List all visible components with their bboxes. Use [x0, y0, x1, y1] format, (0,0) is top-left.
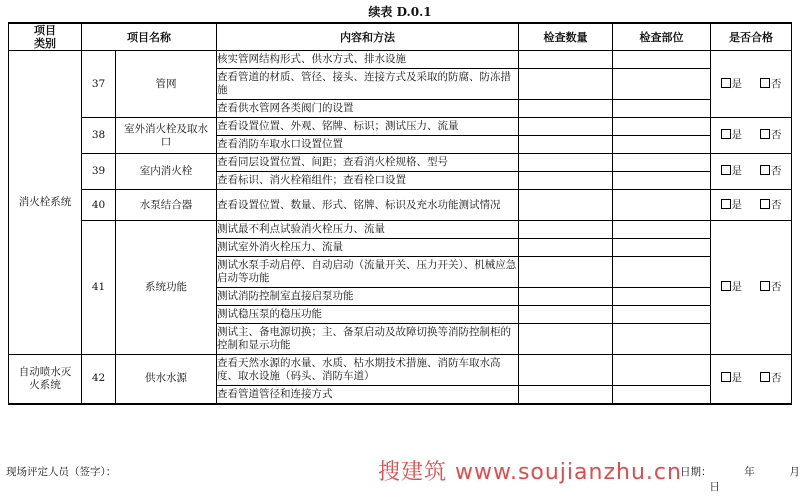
- year-label: 年: [744, 466, 755, 478]
- yes-label: 是: [731, 281, 742, 293]
- header-quantity: 检查数量: [519, 23, 613, 51]
- location-cell[interactable]: [613, 386, 711, 404]
- table-row: [9, 51, 792, 69]
- location-cell[interactable]: [613, 239, 711, 257]
- yes-label: 是: [731, 77, 742, 90]
- pass-cell: [711, 51, 792, 118]
- location-cell[interactable]: [613, 154, 711, 172]
- category-cell: 自动喷水灭火系统: [9, 355, 82, 404]
- yes-label: 是: [731, 198, 742, 211]
- quantity-cell[interactable]: [519, 100, 613, 118]
- content-method-cell: 查看管道管径和连接方式: [217, 386, 519, 404]
- content-method-cell: 测试室外消火栓压力、流量: [217, 239, 519, 257]
- table-body: [9, 51, 792, 404]
- item-number: 39: [82, 154, 116, 190]
- quantity-cell[interactable]: [519, 190, 613, 221]
- item-number: 42: [82, 355, 116, 404]
- no-label: 否: [771, 77, 782, 90]
- header-category: 项目 类别: [9, 23, 82, 51]
- no-label: 否: [771, 165, 782, 177]
- item-number: 37: [82, 51, 116, 118]
- quantity-cell[interactable]: [519, 69, 613, 100]
- content-method-cell: 查看天然水源的水量、水质、枯水期技术措施、消防车取水高度、取水设施（码头、消防车道）: [217, 355, 519, 386]
- location-cell[interactable]: [613, 306, 711, 324]
- content-method-cell: 测试稳压泵的稳压功能: [217, 306, 519, 324]
- content-method-cell: 查看管道的材质、管径、接头、连接方式及采取的防腐、防冻措施: [217, 69, 519, 100]
- yes-checkbox[interactable]: [721, 129, 731, 139]
- table-row: [9, 118, 792, 136]
- content-method-cell: 查看同层设置位置、间距；查看消火栓规格、型号: [217, 154, 519, 172]
- date-label: 日期：: [680, 466, 712, 478]
- quantity-cell[interactable]: [519, 154, 613, 172]
- yes-label: 是: [731, 129, 742, 141]
- pass-cell: [711, 221, 792, 355]
- header-location: 检查部位: [613, 23, 711, 51]
- location-cell[interactable]: [613, 221, 711, 239]
- no-checkbox[interactable]: [760, 281, 770, 291]
- content-method-cell: 查看标识、消火栓箱组件；查看栓口设置: [217, 172, 519, 190]
- item-name: 室内消火栓: [116, 154, 217, 190]
- quantity-cell[interactable]: [519, 172, 613, 190]
- no-checkbox[interactable]: [760, 199, 770, 209]
- pass-cell: [711, 355, 792, 404]
- quantity-cell[interactable]: [519, 288, 613, 306]
- location-cell[interactable]: [613, 69, 711, 100]
- item-name: 管网: [116, 51, 217, 118]
- location-cell[interactable]: [613, 288, 711, 306]
- no-checkbox[interactable]: [760, 372, 770, 382]
- table-row: [9, 154, 792, 172]
- yes-checkbox[interactable]: [721, 281, 731, 291]
- content-method-cell: 查看供水管网各类阀门的设置: [217, 100, 519, 118]
- no-checkbox[interactable]: [760, 129, 770, 139]
- table-row: [9, 355, 792, 386]
- location-cell[interactable]: [613, 257, 711, 288]
- content-method-cell: 核实管网结构形式、供水方式、排水设施: [217, 51, 519, 69]
- location-cell[interactable]: [613, 172, 711, 190]
- yes-checkbox[interactable]: [721, 199, 731, 209]
- pass-cell: [711, 190, 792, 221]
- content-method-cell: 查看消防车取水口设置位置: [217, 136, 519, 154]
- pass-cell: [711, 154, 792, 190]
- content-method-cell: 查看设置位置、外观、铭牌、标识；测试压力、流量: [217, 118, 519, 136]
- content-method-cell: 测试水泵手动启停、自动启动（流量开关、压力开关）、机械应急启动等功能: [217, 257, 519, 288]
- content-method-cell: 测试消防控制室直接启泵功能: [217, 288, 519, 306]
- no-checkbox[interactable]: [760, 165, 770, 175]
- table-row: [9, 190, 792, 221]
- yes-label: 是: [731, 165, 742, 177]
- inspector-signature-label: 现场评定人员（签字）：: [6, 466, 117, 478]
- pass-cell: [711, 118, 792, 154]
- item-name: 系统功能: [116, 221, 217, 355]
- location-cell[interactable]: [613, 100, 711, 118]
- header-row: [9, 23, 792, 51]
- no-label: 否: [771, 129, 782, 141]
- content-method-cell: 查看设置位置、数量、形式、铭牌、标识及充水功能测试情况: [217, 190, 519, 221]
- content-method-cell: 测试最不利点试验消火栓压力、流量: [217, 221, 519, 239]
- item-name: 供水水源: [116, 355, 217, 404]
- item-number: 40: [82, 190, 116, 221]
- location-cell[interactable]: [613, 118, 711, 136]
- month-label: 月: [789, 466, 800, 478]
- location-cell[interactable]: [613, 324, 711, 355]
- yes-checkbox[interactable]: [721, 372, 731, 382]
- item-name: 水泵结合器: [116, 190, 217, 221]
- location-cell[interactable]: [613, 355, 711, 386]
- table-caption: 续表 D.0.1: [368, 5, 432, 19]
- yes-checkbox[interactable]: [721, 78, 731, 88]
- no-label: 否: [771, 198, 782, 211]
- yes-checkbox[interactable]: [721, 165, 731, 175]
- yes-label: 是: [731, 372, 742, 385]
- no-label: 否: [771, 281, 782, 293]
- no-checkbox[interactable]: [760, 78, 770, 88]
- quantity-cell[interactable]: [519, 386, 613, 404]
- quantity-cell[interactable]: [519, 257, 613, 288]
- day-label: 日: [709, 481, 720, 493]
- date-line: [680, 464, 800, 494]
- header-name: 项目名称: [82, 23, 217, 51]
- header-content: 内容和方法: [217, 23, 519, 51]
- category-cell: 消火栓系统: [9, 51, 82, 355]
- table-row: [9, 221, 792, 239]
- inspection-table: [8, 22, 792, 405]
- content-method-cell: 测试主、备电源切换；主、备泵启动及故障切换等消防控制柜的控制和显示功能: [217, 324, 519, 355]
- quantity-cell[interactable]: [519, 239, 613, 257]
- location-cell[interactable]: [613, 51, 711, 69]
- watermark: 搜建筑 www.soujianzhu.cn: [378, 460, 682, 485]
- quantity-cell[interactable]: [519, 355, 613, 386]
- item-number: 38: [82, 118, 116, 154]
- quantity-cell[interactable]: [519, 118, 613, 136]
- quantity-cell[interactable]: [519, 51, 613, 69]
- quantity-cell[interactable]: [519, 306, 613, 324]
- quantity-cell[interactable]: [519, 324, 613, 355]
- location-cell[interactable]: [613, 190, 711, 221]
- item-name: 室外消火栓及取水口: [116, 118, 217, 154]
- location-cell[interactable]: [613, 136, 711, 154]
- no-label: 否: [771, 372, 782, 385]
- quantity-cell[interactable]: [519, 136, 613, 154]
- quantity-cell[interactable]: [519, 221, 613, 239]
- item-number: 41: [82, 221, 116, 355]
- header-pass: 是否合格: [711, 23, 792, 51]
